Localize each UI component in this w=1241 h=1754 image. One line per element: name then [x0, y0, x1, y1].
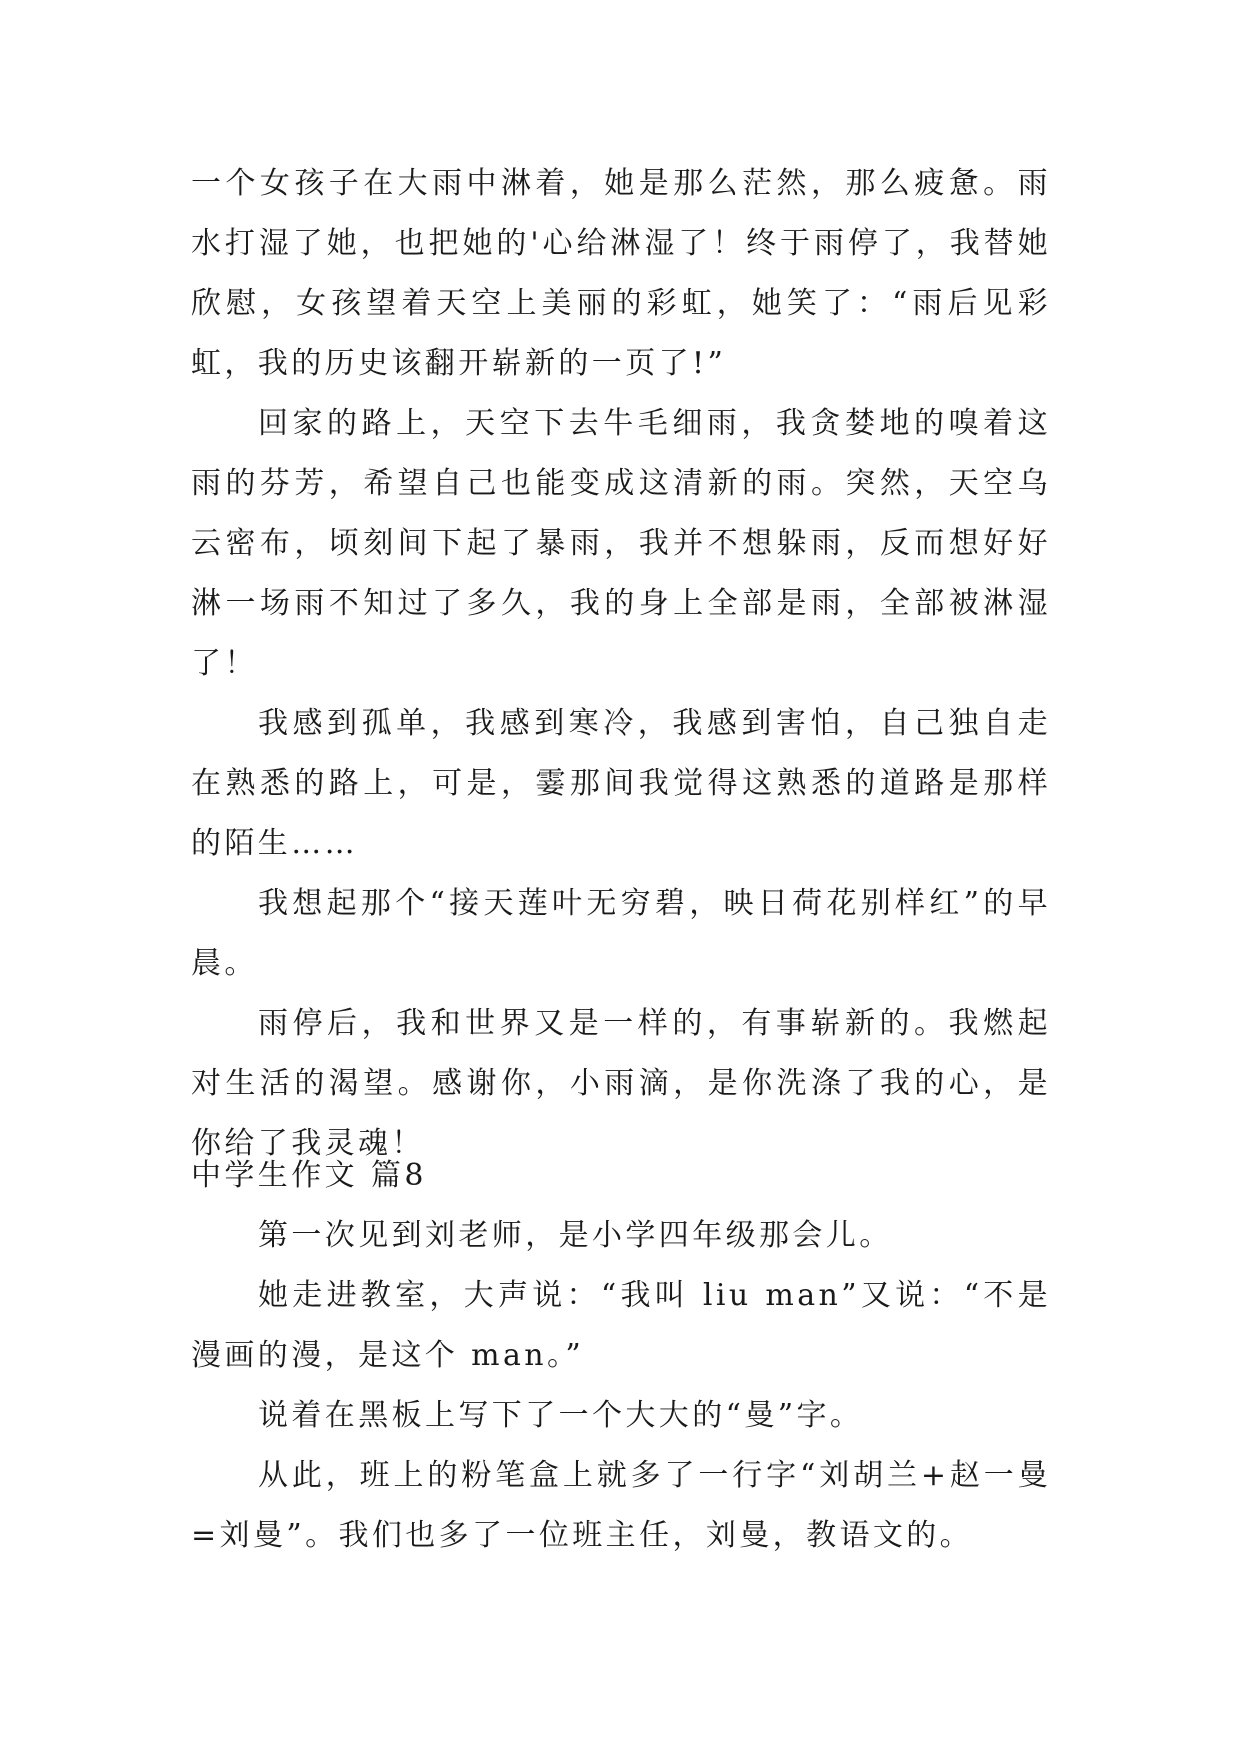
paragraph-introduction: 她走进教室，大声说：“我叫 liu man”又说：“不是漫画的漫，是这个 man。”: [191, 1278, 1051, 1373]
paragraph-chalk-box: 从此，班上的粉笔盒上就多了一行字“刘胡兰+赵一曼=刘曼”。我们也多了一位班主任，刘曼，教语文的。: [191, 1458, 1051, 1553]
essay-8-body: [191, 1206, 1051, 1566]
paragraph-way-home: 回家的路上，天空下去牛毛细雨，我贪婪地的嗅着这雨的芬芳，希望自己也能变成这清新的雨。突然，天空乌云密布，顷刻间下起了暴雨，我并不想躲雨，反而想好好淋一场雨不知过了多久，我的身上全部是雨，全部被淋湿了！: [191, 406, 1051, 681]
paragraph-first-meeting: 第一次见到刘老师，是小学四年级那会儿。: [258, 1218, 893, 1253]
paragraph-blackboard: 说着在黑板上写下了一个大大的“曼”字。: [258, 1398, 864, 1433]
paragraph-lonely: 我感到孤单，我感到寒冷，我感到害怕，自己独自走在熟悉的路上，可是，霎那间我觉得这熟悉的道路是那样的陌生……: [191, 706, 1051, 861]
paragraph-after-rain: 雨停后，我和世界又是一样的，有事崭新的。我燃起对生活的渴望。感谢你，小雨滴，是你洗涤了我的心，是你给了我灵魂！: [191, 1006, 1051, 1161]
paragraph-morning-memory: 我想起那个“接天莲叶无穷碧，映日荷花别样红”的早晨。: [191, 886, 1051, 981]
paragraph-girl-in-rain: 一个女孩子在大雨中淋着，她是那么茫然，那么疲惫。雨水打湿了她，也把她的'心给淋湿了！终于雨停了，我替她欣慰，女孩望着天空上美丽的彩虹，她笑了：“雨后见彩虹，我的历史该翻开崭新的一页了!”: [191, 166, 1051, 381]
essay-heading: 中学生作文 篇8: [191, 1158, 427, 1193]
essay-continuation: [191, 154, 1051, 1174]
